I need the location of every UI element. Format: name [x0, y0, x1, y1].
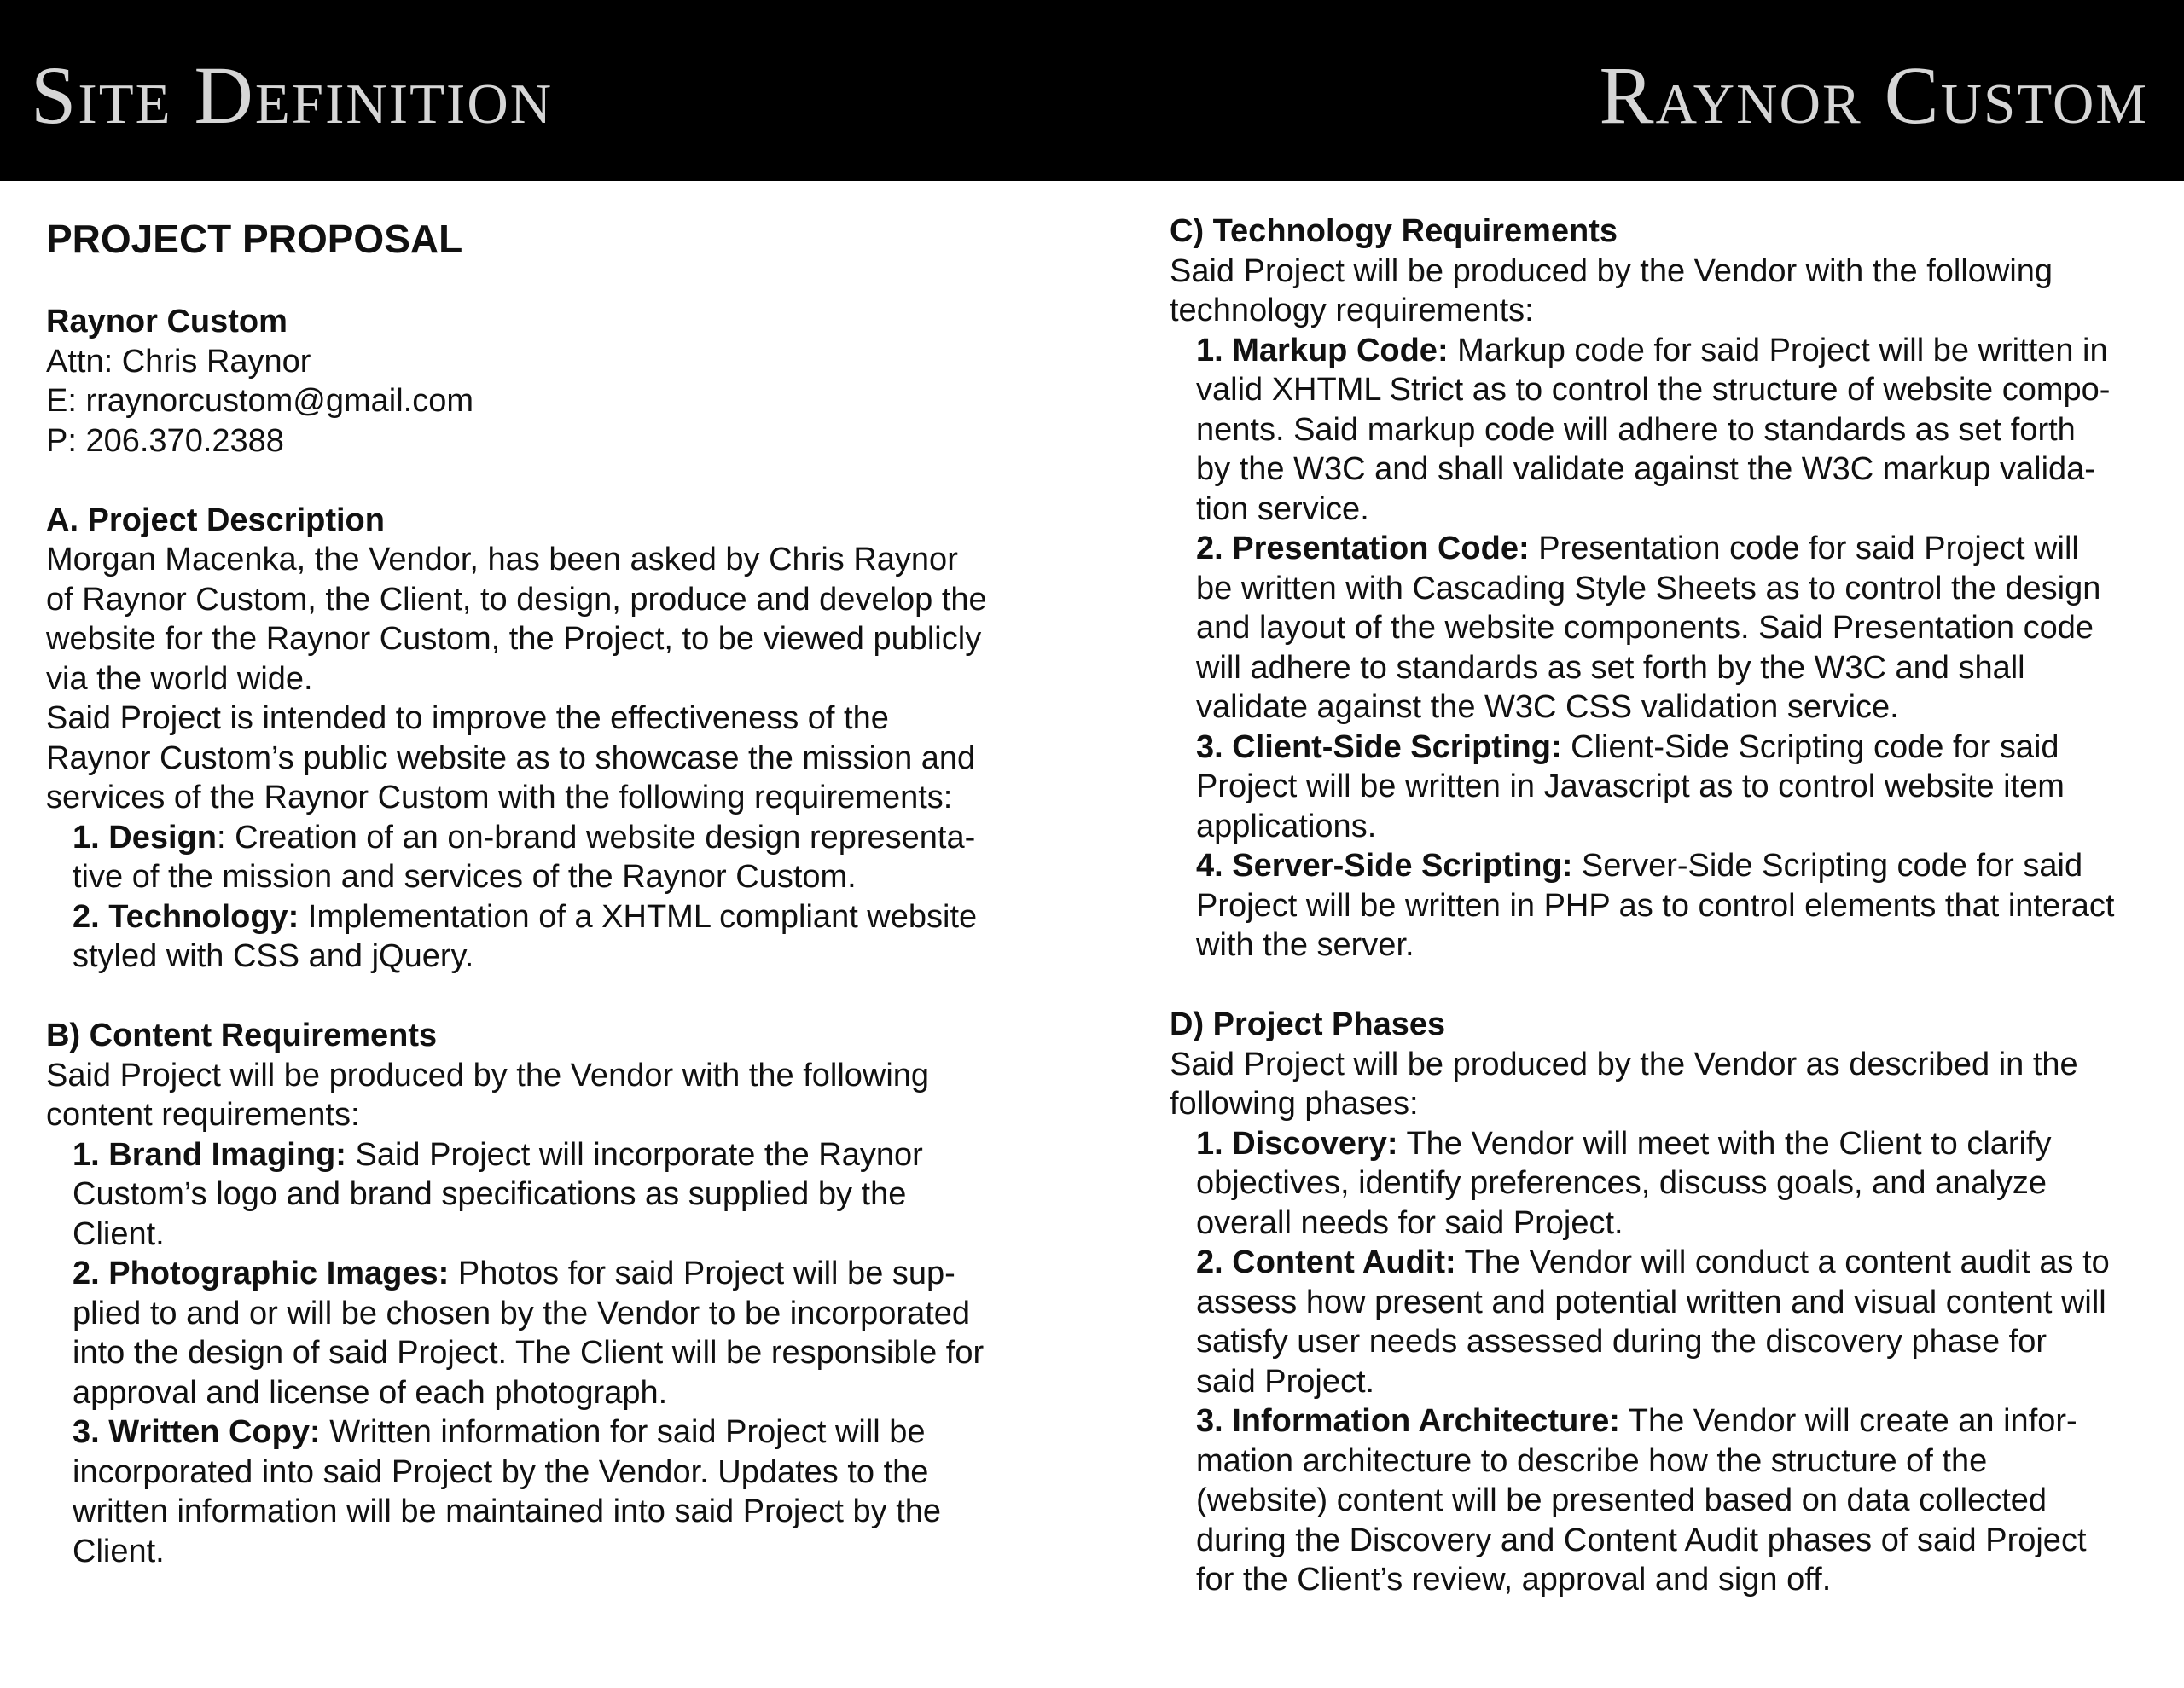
- contact-attn: Attn: Chris Raynor: [46, 343, 311, 380]
- contact-email: E: rraynorcustom@gmail.com: [46, 383, 474, 419]
- list-item-text: plied to and or will be chosen by the Vendor to be incorporated: [73, 1295, 971, 1331]
- list-item-text: applications.: [1196, 808, 1377, 844]
- list-item-text: Client.: [73, 1215, 165, 1252]
- list-item-label: 2. Photographic Images:: [73, 1256, 450, 1291]
- section-project-phases: [1170, 1005, 2151, 1600]
- list-item-text: The Vendor will conduct a content audit as to: [1455, 1244, 2110, 1280]
- list-item: [1170, 529, 2151, 728]
- section-heading: B) Content Requirements: [46, 1018, 438, 1053]
- list-item: [46, 818, 1104, 897]
- list-item-text: Client-Side Scripting code for said: [1561, 728, 2059, 765]
- list-item-text: Written information for said Project will be: [320, 1414, 926, 1450]
- section-heading: C) Technology Requirements: [1170, 213, 1618, 249]
- list-item: [1170, 1401, 2151, 1600]
- list-item-text: assess how present and potential written and visual content will: [1196, 1284, 2106, 1320]
- list-item-text: valid XHTML Strict as to control the structure of website compo-: [1196, 372, 2111, 408]
- paragraph-line: Said Project will be produced by the Vendor as described in the: [1170, 1046, 2078, 1082]
- list-item-text: Photos for said Project will be sup-: [449, 1256, 956, 1291]
- list-item-text: into the design of said Project. The Client will be responsible for: [73, 1335, 985, 1371]
- site-definition-title: Site Definition: [31, 49, 554, 141]
- list-item-text: mation architecture to describe how the structure of the: [1196, 1442, 1988, 1479]
- contact-phone: P: 206.370.2388: [46, 422, 284, 459]
- list-item-text: Presentation code for said Project will: [1529, 531, 2079, 566]
- list-item-text: tion service.: [1196, 490, 1369, 527]
- list-item-text: by the W3C and shall validate against the W3C markup valida-: [1196, 451, 2095, 487]
- list-item-text: satisfy user needs assessed during the discovery phase for: [1196, 1324, 2047, 1360]
- list-item-text: with the server.: [1196, 927, 1414, 963]
- paragraph-line: Said Project will be produced by the Vendor with the following: [46, 1057, 930, 1093]
- paragraph-line: Raynor Custom’s public website as to showcase the mission and: [46, 740, 976, 776]
- list-item-text: Said Project will incorporate the Raynor: [346, 1136, 923, 1173]
- list-item-label: 2. Technology:: [73, 898, 299, 935]
- list-item-text: Server-Side Scripting code for said: [1572, 848, 2083, 884]
- document-title: PROJECT PROPOSAL: [46, 217, 463, 261]
- list-item-text: be written with Cascading Style Sheets as to control the design: [1196, 570, 2101, 606]
- list-item-label: 1. Design: [73, 819, 217, 856]
- list-item: [1170, 846, 2151, 966]
- list-item-label: 1. Brand Imaging:: [73, 1136, 346, 1173]
- list-item: [46, 1412, 1104, 1571]
- section-project-description: [46, 501, 1104, 977]
- list-item-text: written information will be maintained into said Project by the: [73, 1494, 942, 1529]
- section-heading: D) Project Phases: [1170, 1006, 1446, 1042]
- list-item-text: Markup code for said Project will be written in: [1448, 332, 2108, 368]
- list-item-text: objectives, identify preferences, discuss goals, and analyze: [1196, 1165, 2047, 1201]
- list-item-label: 3. Written Copy:: [73, 1414, 321, 1450]
- list-item-text: The Vendor will create an infor-: [1619, 1403, 2077, 1439]
- left-column: [46, 212, 1104, 1571]
- contact-name: Raynor Custom: [46, 304, 288, 339]
- list-item-text: overall needs for said Project.: [1196, 1204, 1623, 1241]
- list-item-text: during the Discovery and Content Audit phases of said Project: [1196, 1522, 2087, 1558]
- list-item-text: will adhere to standards as set forth by the W3C and shall: [1196, 649, 2025, 686]
- paragraph-line: via the world wide.: [46, 660, 313, 697]
- list-item-label: 3. Information Architecture:: [1196, 1403, 1620, 1439]
- right-column: [1170, 212, 2151, 1600]
- list-item-text: nents. Said markup code will adhere to standards as set forth: [1196, 411, 2076, 448]
- list-item-text: Project will be written in Javascript as to control website item: [1196, 769, 2065, 804]
- raynor-custom-title: Raynor Custom: [1599, 49, 2148, 141]
- list-item-text: The Vendor will meet with the Client to clarify: [1397, 1125, 2052, 1162]
- contact-block: [46, 302, 1104, 461]
- list-item: [1170, 1243, 2151, 1401]
- header-banner: [0, 0, 2184, 181]
- list-item-text: and layout of the website components. Said Presentation code: [1196, 610, 2094, 646]
- list-item-label: 1. Markup Code:: [1196, 332, 1449, 368]
- paragraph-line: Said Project will be produced by the Vendor with the following: [1170, 252, 2053, 289]
- list-item: [46, 1254, 1104, 1412]
- list-item: [46, 1135, 1104, 1255]
- list-item-text: Project will be written in PHP as to control elements that interact: [1196, 887, 2115, 924]
- paragraph-line: Morgan Macenka, the Vendor, has been asked by Chris Raynor: [46, 542, 958, 577]
- list-item-text: tive of the mission and services of the Raynor Custom.: [73, 859, 857, 895]
- paragraph-line: technology requirements:: [1170, 293, 1534, 328]
- list-item-text: Client.: [73, 1533, 165, 1569]
- paragraph-line: website for the Raynor Custom, the Project, to be viewed publicly: [46, 621, 982, 657]
- paragraph-line: content requirements:: [46, 1097, 360, 1133]
- list-item: [46, 897, 1104, 977]
- section-technology-requirements: [1170, 212, 2151, 966]
- paragraph-line: following phases:: [1170, 1086, 1419, 1122]
- paragraph-line: Said Project is intended to improve the effectiveness of the: [46, 700, 889, 736]
- paragraph-line: services of the Raynor Custom with the following requirements:: [46, 780, 953, 815]
- list-item-text: styled with CSS and jQuery.: [73, 938, 474, 974]
- list-item: [1170, 1124, 2151, 1244]
- list-item-text: Implementation of a XHTML compliant website: [299, 898, 978, 935]
- list-item-label: 4. Server-Side Scripting:: [1196, 848, 1573, 884]
- list-item-text: Custom’s logo and brand specifications as supplied by the: [73, 1176, 907, 1212]
- list-item-text: : Creation of an on-brand website design representa-: [216, 819, 976, 856]
- list-item-label: 2. Content Audit:: [1196, 1244, 1456, 1280]
- section-heading: A. Project Description: [46, 502, 385, 538]
- list-item-text: approval and license of each photograph.: [73, 1374, 668, 1411]
- list-item: [1170, 728, 2151, 847]
- list-item-text: validate against the W3C CSS validation service.: [1196, 689, 1899, 725]
- list-item-text: said Project.: [1196, 1363, 1375, 1400]
- list-item-text: (website) content will be presented based on data collected: [1196, 1482, 2048, 1518]
- list-item-label: 2. Presentation Code:: [1196, 531, 1530, 566]
- list-item-text: for the Client’s review, approval and sign off.: [1196, 1562, 1832, 1598]
- list-item: [1170, 331, 2151, 530]
- section-content-requirements: [46, 1016, 1104, 1571]
- list-item-text: incorporated into said Project by the Vendor. Updates to the: [73, 1453, 929, 1490]
- list-item-label: 3. Client-Side Scripting:: [1196, 728, 1562, 765]
- list-item-label: 1. Discovery:: [1196, 1125, 1398, 1162]
- paragraph-line: of Raynor Custom, the Client, to design, produce and develop the: [46, 581, 987, 618]
